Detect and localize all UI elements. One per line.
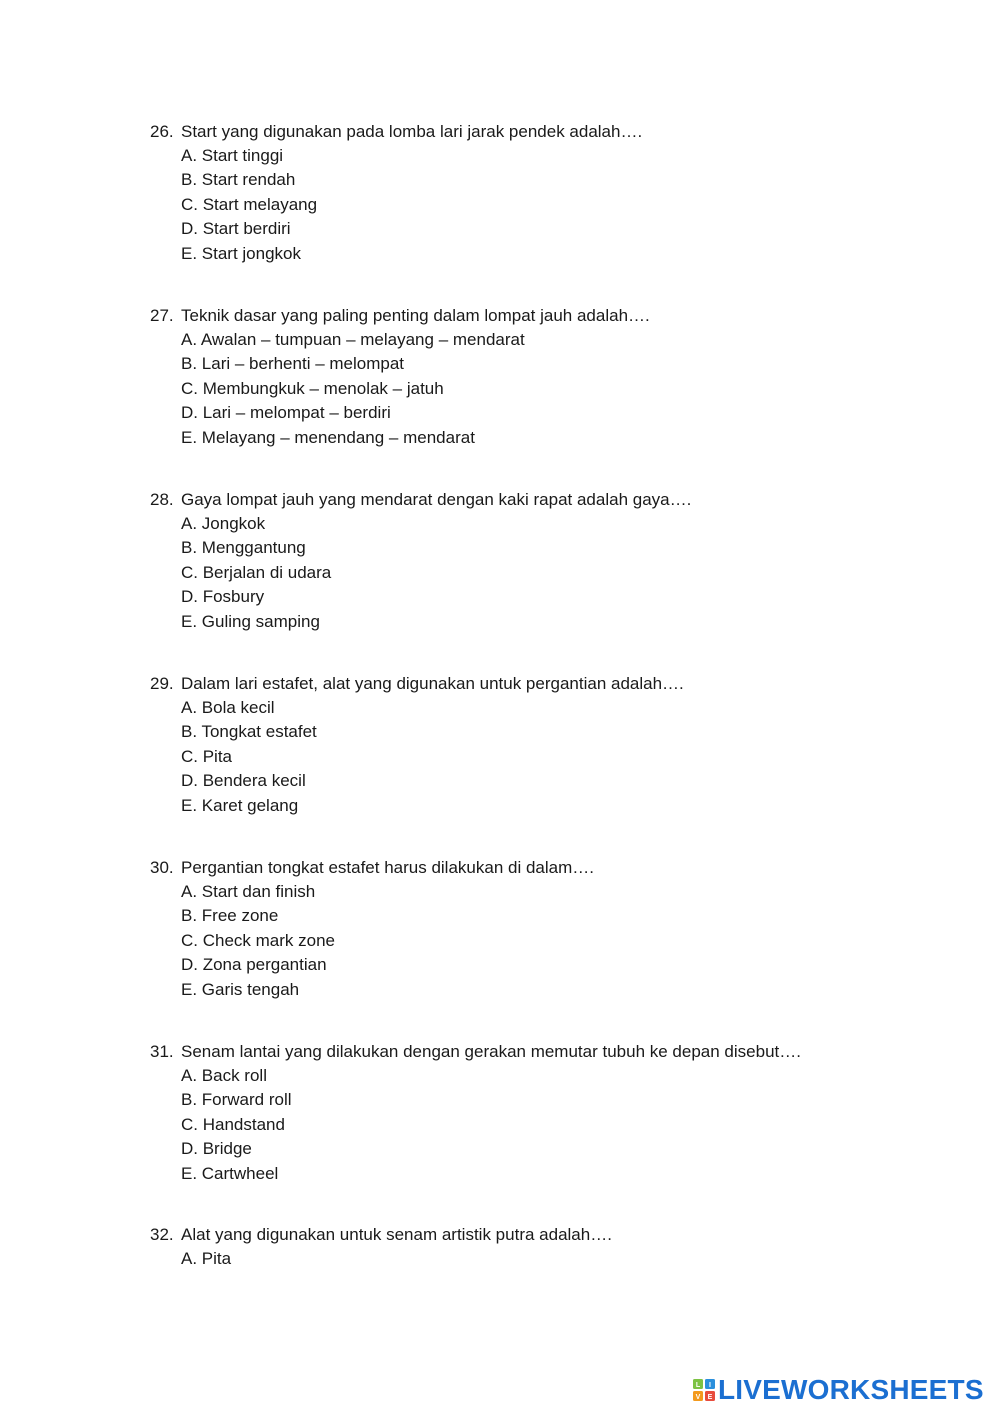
- option-a: A. Jongkok: [181, 514, 266, 533]
- option-d: D. Zona pergantian: [181, 955, 327, 975]
- question-text: Pergantian tongkat estafet harus dilakukan di dalam….: [181, 858, 594, 877]
- svg-text:L: L: [695, 1382, 701, 1389]
- question-text: Gaya lompat jauh yang mendarat dengan kaki rapat adalah gaya….: [181, 490, 692, 509]
- question-number: 28.: [150, 490, 174, 509]
- option-d: D. Start berdiri: [181, 219, 291, 239]
- question-32: [150, 1223, 910, 1271]
- question-number: 30.: [150, 858, 174, 877]
- option-c: C. Berjalan di udara: [181, 562, 332, 582]
- option-b: B. Forward roll: [181, 1090, 292, 1110]
- option-d: D. Lari – melompat – berdiri: [181, 403, 391, 423]
- brand-name: LIVEWORKSHEETS: [718, 1374, 984, 1405]
- option-e: E. Guling samping: [181, 611, 320, 631]
- option-d: D. Bendera kecil: [181, 771, 306, 791]
- option-a: A. Pita: [181, 1249, 232, 1268]
- question-number: 29.: [150, 674, 174, 693]
- option-b: B. Lari – berhenti – melompat: [181, 354, 405, 374]
- svg-text:I: I: [709, 1382, 711, 1389]
- option-a: A. Back roll: [181, 1066, 267, 1085]
- question-number: 31.: [150, 1042, 174, 1061]
- option-c: C. Check mark zone: [181, 930, 335, 950]
- question-text: Teknik dasar yang paling penting dalam lompat jauh adalah….: [181, 306, 650, 325]
- option-a: A. Start tinggi: [181, 146, 284, 165]
- question-number: 26.: [150, 122, 174, 141]
- svg-text:V: V: [695, 1394, 701, 1401]
- option-c: C. Pita: [181, 746, 233, 766]
- question-number: 32.: [150, 1225, 174, 1244]
- question-28: [150, 488, 910, 634]
- liveworksheets-brand[interactable]: [692, 1374, 984, 1406]
- option-d: D. Fosbury: [181, 587, 265, 607]
- question-number: 27.: [150, 306, 174, 325]
- option-d: D. Bridge: [181, 1139, 252, 1159]
- option-a: A. Start dan finish: [181, 882, 316, 901]
- option-a: A. Bola kecil: [181, 698, 275, 717]
- option-c: C. Membungkuk – menolak – jatuh: [181, 378, 444, 398]
- option-b: B. Start rendah: [181, 170, 296, 190]
- option-c: C. Start melayang: [181, 194, 318, 214]
- question-text: Senam lantai yang dilakukan dengan gerakan memutar tubuh ke depan disebut….: [181, 1042, 801, 1061]
- svg-text:E: E: [707, 1394, 713, 1401]
- question-27: [150, 304, 910, 450]
- question-text: Dalam lari estafet, alat yang digunakan untuk pergantian adalah….: [181, 674, 684, 693]
- option-c: C. Handstand: [181, 1114, 285, 1134]
- option-e: E. Start jongkok: [181, 243, 302, 263]
- option-e: E. Garis tengah: [181, 979, 300, 999]
- option-e: E. Cartwheel: [181, 1163, 279, 1183]
- option-e: E. Melayang – menendang – mendarat: [181, 427, 475, 447]
- option-b: B. Free zone: [181, 906, 279, 926]
- question-text: Alat yang digunakan untuk senam artistik putra adalah….: [181, 1225, 612, 1244]
- option-b: B. Menggantung: [181, 538, 306, 558]
- option-a: A. Awalan – tumpuan – melayang – mendarat: [181, 330, 525, 349]
- liveworksheets-logo-icon: [692, 1378, 716, 1402]
- question-26: [150, 120, 910, 266]
- question-30: [150, 856, 910, 1002]
- question-text: Start yang digunakan pada lomba lari jarak pendek adalah….: [181, 122, 643, 141]
- question-31: [150, 1040, 910, 1186]
- option-e: E. Karet gelang: [181, 795, 299, 815]
- option-b: B. Tongkat estafet: [181, 722, 317, 742]
- question-29: [150, 672, 910, 818]
